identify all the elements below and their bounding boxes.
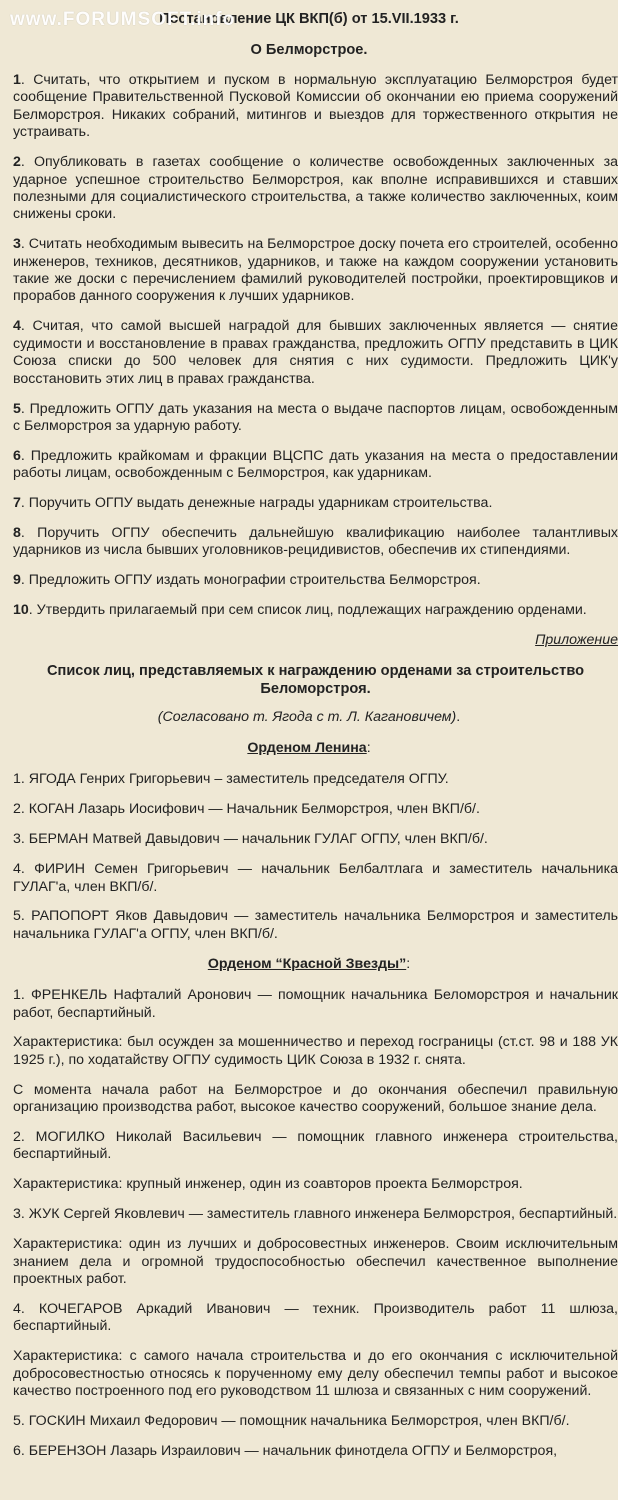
point-number: 6: [13, 447, 21, 464]
star-list-item: 1. ФРЕНКЕЛЬ Нафталий Аронович — помощник начальника Беломорстроя и начальник работ, беспартийный.: [13, 987, 618, 1021]
agreed-note-end: .: [456, 708, 461, 725]
star-list-item: 5. ГОСКИН Михаил Федорович — помощник начальника Белморстроя, член ВКП/б/.: [13, 1412, 570, 1429]
resolution-points: [13, 72, 618, 620]
document-body: [13, 10, 618, 1473]
point-text: . Считать, что открытием и пуском в нормальную эксплуатацию Белморстроя будет сообщение Правительственной Пусковой Комиссии об окончании ею приема сооружений Белморстроя. Никаких собраний, митингов и выездов для торжественного открытия не устраивать.: [13, 72, 618, 141]
point-number: 1: [13, 72, 21, 88]
resolution-point: [13, 572, 618, 589]
point-text: . Считая, что самой высшей наградой для бывших заключенных является — снятие судимости и восстановление в правах гражданства, предложить ОГПУ представить в ЦИК Союза списки до 500 человек для снятия с них судимости. Предложить ЦИК'у восстановить этих лиц в правах гражданства.: [13, 318, 618, 387]
order-star-title: Орденом “Красной Звезды”: [207, 955, 407, 972]
lenin-list-item: 5. РАПОПОРТ Яков Давыдович — заместитель начальника Белморстроя и заместитель начальника ГУЛАГ'а ОГПУ, член ВКП/б/.: [13, 908, 618, 942]
resolution-point: [13, 154, 618, 224]
point-text: . Предложить ОГПУ издать монографии строительства Белморстроя.: [20, 572, 481, 589]
star-list-item: Характеристика: с самого начала строительства и до его окончания с исключительной добросовестностью относясь к порученному ему делу обеспечил темпы работ и высокое качество построенного под его руководством 11 шлюза и связанных с ним сооружений.: [13, 1348, 618, 1400]
star-list-item: Характеристика: один из лучших и добросовестных инженеров. Своим исключительным знанием дела и огромной трудоспособностью обеспечил качественное выполнение проектных работ.: [13, 1236, 618, 1287]
resolution-point: [13, 525, 618, 560]
resolution-point: [13, 236, 618, 306]
watermark: www.FORUMSOFT.info: [10, 9, 236, 30]
award-list-title: Список лиц, представляемых к награждению орденами за строительство Беломорстроя.: [46, 662, 585, 697]
lenin-list: [13, 771, 618, 943]
lenin-list-item: 2. КОГАН Лазарь Иосифович — Начальник Белморстроя, член ВКП/б/.: [13, 801, 480, 818]
point-number: 5: [13, 400, 21, 417]
resolution-point: [13, 72, 618, 142]
resolution-point: [13, 602, 618, 619]
point-text: . Поручить ОГПУ обеспечить дальнейшую квалификацию наиболее талантливых ударников из числа бывших уголовников-рецидивистов, обеспечив их стипендиями.: [13, 525, 618, 559]
point-number: 4: [13, 318, 21, 335]
order-lenin-heading: [13, 740, 618, 757]
point-text: . Считать необходимым вывесить на Белморстрое доску почета его строителей, особенно инженеров, техников, десятников, ударников, и также на каждом сооружении установить такие же доски с перечислением фамилий руководителей постройки, проектировщиков и прорабов данного сооружения к лучших ударников.: [13, 236, 618, 305]
resolution-point: [13, 495, 618, 512]
star-list-item: 6. БЕРЕНЗОН Лазарь Израилович — начальник финотдела ОГПУ и Белморстроя,: [13, 1442, 558, 1459]
point-number: 3: [13, 236, 21, 253]
point-number: 10: [13, 602, 29, 619]
document-subtitle: О Белморстрое.: [250, 42, 368, 58]
point-number: 7: [13, 495, 21, 512]
lenin-list-item: 4. ФИРИН Семен Григорьевич — начальник Белбалтлага и заместитель начальника ГУЛАГ'а, член ВКП/б/.: [13, 861, 618, 895]
star-list-item: Характеристика: крупный инженер, один из соавторов проекта Белморстроя.: [13, 1176, 523, 1193]
point-text: . Предложить крайкомам и фракции ВЦСПС дать указания на места о предоставлении работы лицам, освобожденным с Белморстроя, как ударникам.: [13, 447, 618, 482]
order-star-colon: :: [406, 955, 411, 972]
star-list: [13, 987, 618, 1460]
appendix-label: Приложение: [535, 632, 618, 649]
agreed-note: [13, 709, 618, 726]
document-title: Постановление ЦК ВКП(б) от 15.VII.1933 г.: [159, 11, 459, 27]
order-lenin-colon: :: [366, 739, 371, 756]
resolution-point: [13, 401, 618, 436]
order-lenin-title: Орденом Ленина: [247, 739, 367, 756]
lenin-list-item: 1. ЯГОДА Генрих Григорьевич – заместитель председателя ОГПУ.: [13, 771, 449, 788]
point-text: . Опубликовать в газетах сообщение о количестве освобожденных заключенных за ударное успешное строительство Белморстроя, как вполне исправившихся и ставших полезными для социалистического строительства, а также количество заключенных, коим снижены сроки.: [13, 154, 618, 223]
resolution-point: [13, 448, 618, 483]
agreed-note-text: (Согласовано т. Ягода с т. Л. Кагановичем): [157, 708, 457, 725]
point-text: . Предложить ОГПУ дать указания на места о выдаче паспортов лицам, освобожденным с Белморстроя за ударную работу.: [13, 400, 618, 434]
point-number: 8: [13, 525, 21, 542]
star-list-item: 4. КОЧЕГАРОВ Аркадий Иванович — техник. Производитель работ 11 шлюза, беспартийный.: [13, 1300, 618, 1335]
star-list-item: С момента начала работ на Белморстрое и до окончания обеспечил правильную организацию производства работ, высокое качество сооружений, большое знание дела.: [13, 1081, 618, 1116]
lenin-list-item: 3. БЕРМАН Матвей Давыдович — начальник ГУЛАГ ОГПУ, член ВКП/б/.: [13, 831, 488, 848]
point-number: 9: [13, 572, 21, 589]
star-list-item: 3. ЖУК Сергей Яковлевич — заместитель главного инженера Белморстроя, беспартийный.: [13, 1206, 618, 1223]
point-text: . Поручить ОГПУ выдать денежные награды ударникам строительства.: [20, 495, 493, 512]
order-star-heading: [13, 956, 618, 973]
star-list-item: Характеристика: был осужден за мошенничество и переход госграницы (ст.ст. 98 и 188 УК 1925 г.), по ходатайству ОГПУ судимость ЦИК Союза в 1932 г. снята.: [13, 1034, 618, 1068]
point-number: 2: [13, 154, 21, 171]
point-text: . Утвердить прилагаемый при сем список лиц, подлежащих награждению орденами.: [28, 602, 587, 619]
star-list-item: 2. МОГИЛКО Николай Васильевич — помощник главного инженера строительства, беспартийный.: [13, 1129, 618, 1163]
resolution-point: [13, 318, 618, 388]
